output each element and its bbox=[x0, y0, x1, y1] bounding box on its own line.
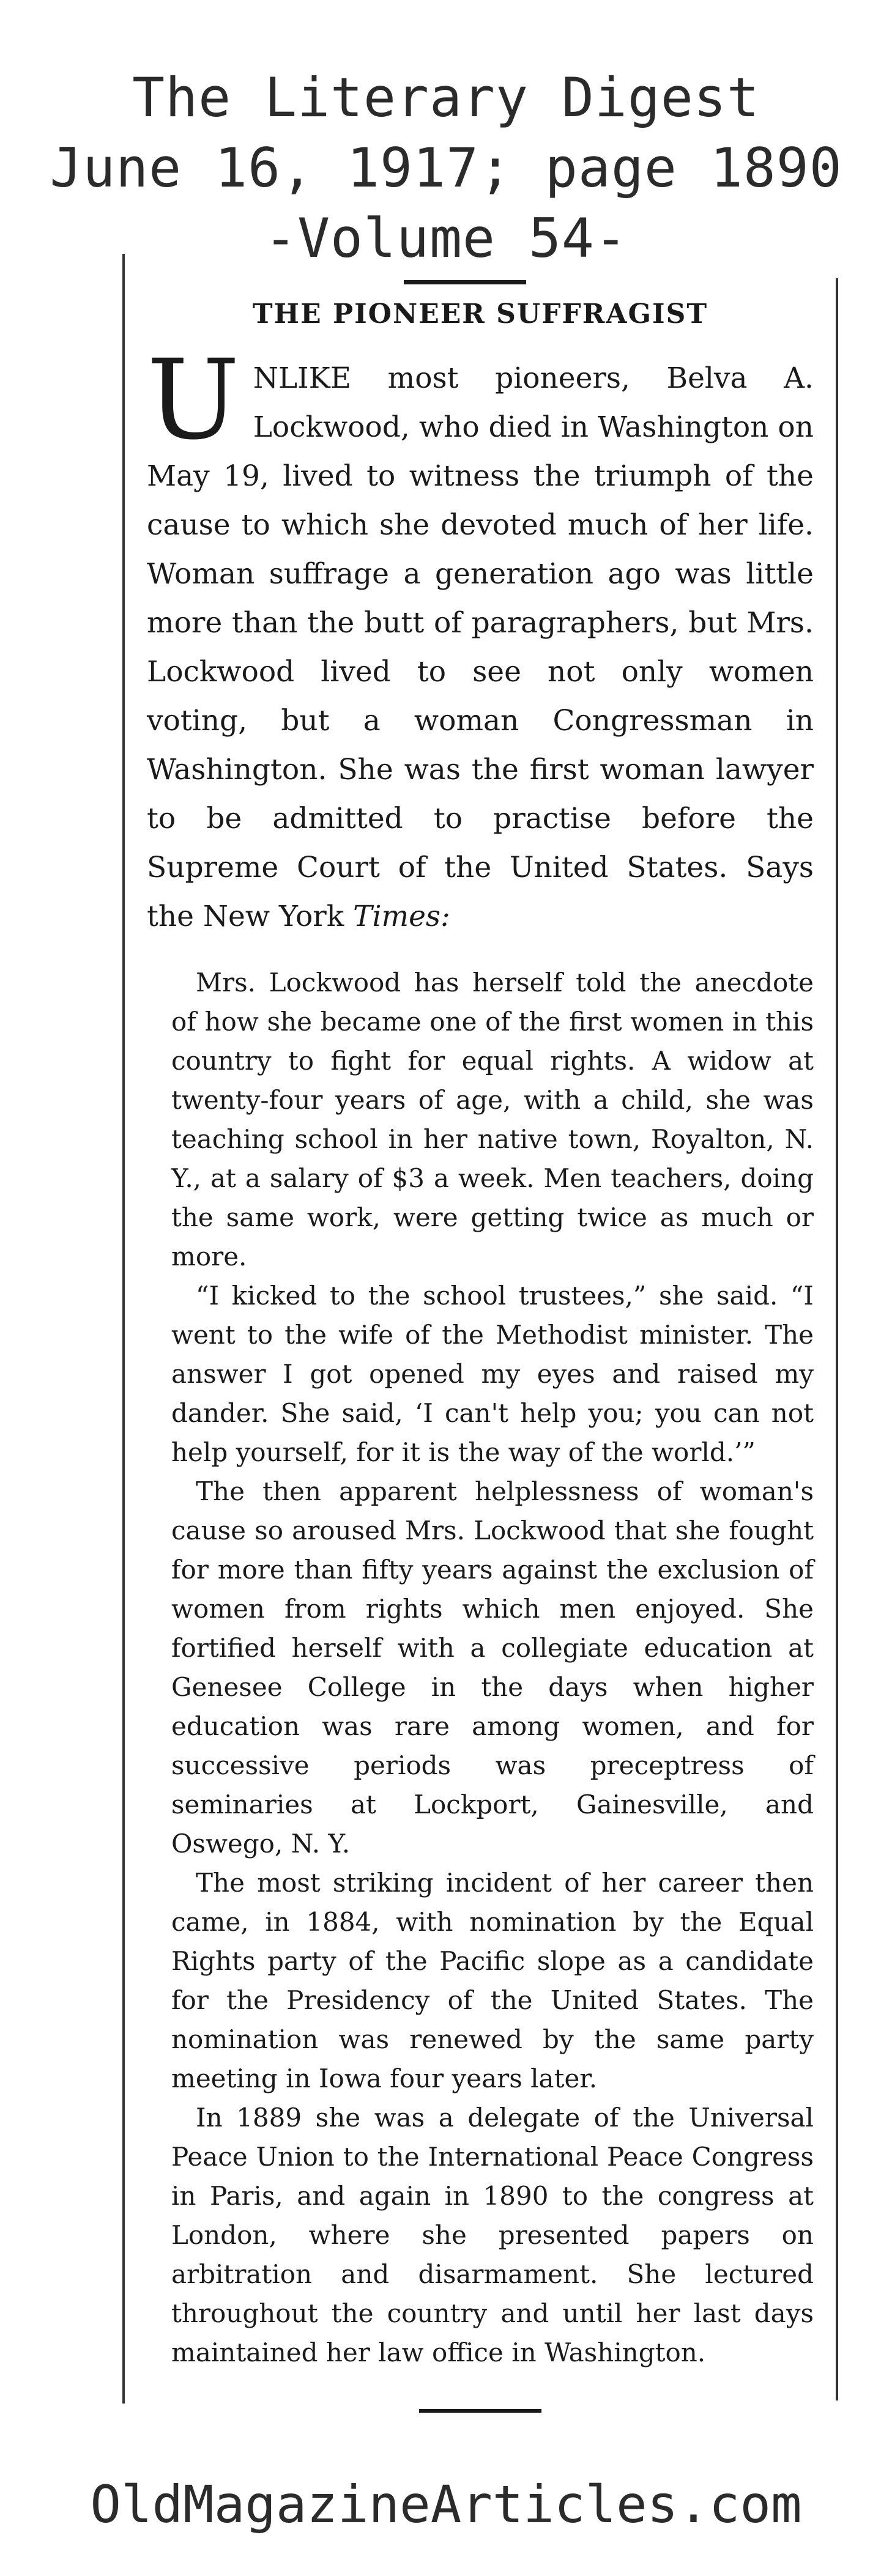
issue-date-page: June 16, 1917; page 1890 bbox=[50, 136, 842, 199]
drop-cap: U bbox=[147, 336, 240, 464]
quote-paragraph: “I kicked to the school trustees,” she said. “I went to the wife of the Methodist minister. The answer I got opened my eyes and raised my dander. She said, ‘I can't help you; you can not help yourself, for it is the way of the world.’” bbox=[171, 1281, 814, 1467]
intro-source: Times: bbox=[353, 900, 450, 933]
column-rule-left bbox=[122, 254, 125, 2404]
site-footer: OldMagazineArticles.com bbox=[90, 2474, 802, 2534]
end-rule bbox=[419, 2409, 541, 2413]
publication-title: The Literary Digest bbox=[132, 66, 760, 129]
header-underline bbox=[404, 280, 526, 284]
quote-paragraph: Mrs. Lockwood has herself told the anecdote of how she became one of the first women in this country to fight for equal rights. A widow at twenty-four years of age, with a child, she was teaching school in her native town, Royalton, N. Y., at a salary of $3 a week. Men teachers, doing the same work, were getting twice as much or more. bbox=[171, 968, 814, 1271]
volume-label: -Volume 54- bbox=[264, 207, 628, 270]
intro-text: NLIKE most pioneers, Belva A. Lockwood, who died in Washington on May 19, lived to witness the triumph of the cause to which she devoted much of her life. Woman suffrage a generation ago was little more than the butt of paragraphers, but Mrs. Lockwood lived to see not only women voting, but a woman Congressman in Washington. She was the first woman lawyer to be admitted to practise before the Supreme Court of the United States. Says the New York bbox=[147, 361, 814, 933]
quote-paragraph: In 1889 she was a delegate of the Universal Peace Union to the International Peace Congress in Paris, and again in 1890 to the congress at London, where she presented papers on arbitration and disarmament. She lectured throughout the country and until her last days maintained her law office in Washington. bbox=[171, 2103, 814, 2367]
quote-paragraph: The most striking incident of her career then came, in 1884, with nomination by the Equal Rights party of the Pacific slope as a candidate for the Presidency of the United States. The nomination was renewed by the same party meeting in Iowa four years later. bbox=[171, 1868, 814, 2093]
quote-paragraph: The then apparent helplessness of woman's cause so aroused Mrs. Lockwood that she fought for more than fifty years against the exclusion of women from rights which men enjoyed. She fortified herself with a collegiate education at Genesee College in the days when higher education was rare among women, and for successive periods was preceptress of seminaries at Lockport, Gainesville, and Oswego, N. Y. bbox=[171, 1476, 814, 1859]
intro-paragraph bbox=[147, 336, 814, 941]
column-rule-right bbox=[836, 278, 838, 2400]
article-body bbox=[147, 287, 814, 2413]
article-title: THE PIONEER SUFFRAGIST bbox=[252, 298, 708, 330]
quoted-passage bbox=[171, 963, 814, 2372]
